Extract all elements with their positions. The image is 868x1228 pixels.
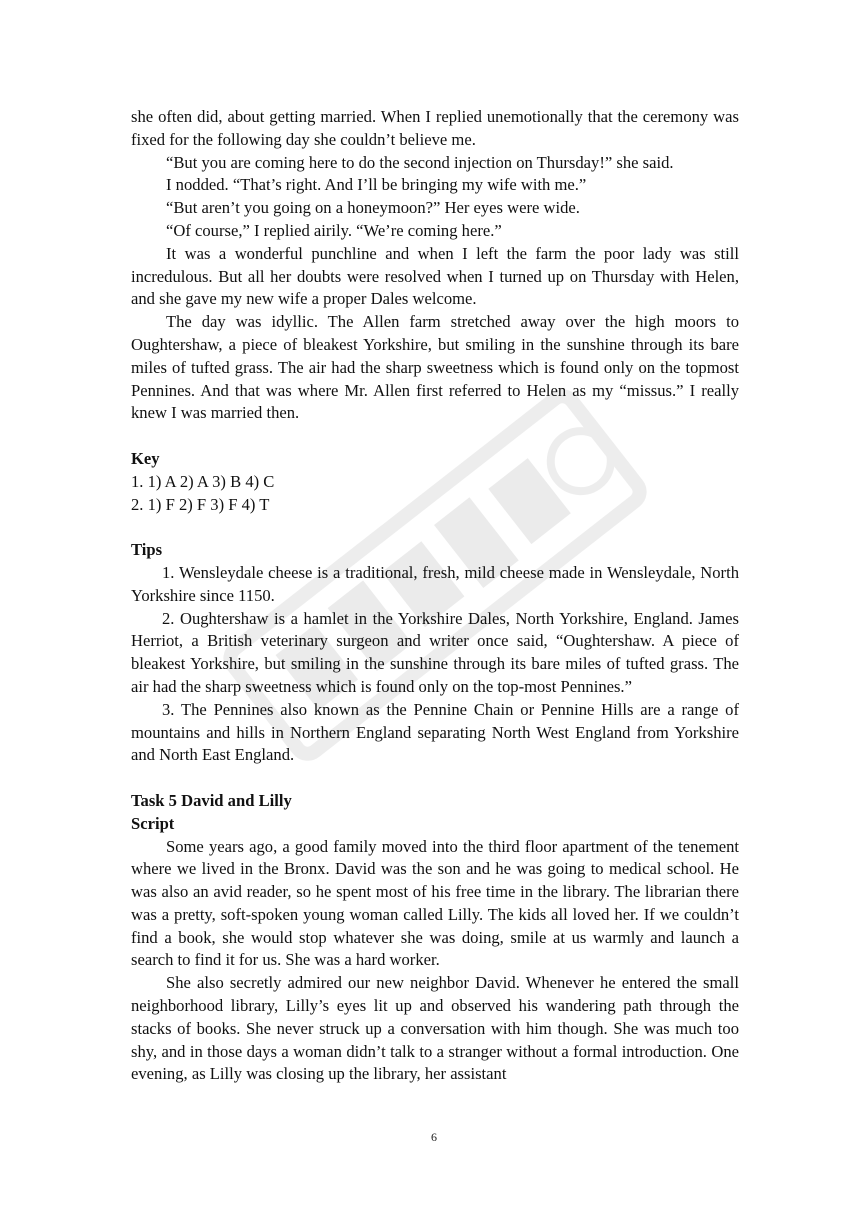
story-paragraph: she often did, about getting married. When I replied unemotionally that the ceremony was fixed for the following day she couldn’t believe me. <box>131 107 739 149</box>
key-answer-line: 2. 1) F 2) F 3) F 4) T <box>131 494 270 514</box>
script-paragraph: She also secretly admired our new neighbor David. Whenever he entered the small neighborhood library, Lilly’s eyes lit up and observed his wandering path through the stacks of books. She never struck up a conversation with him though. She was much too shy, and in those days a woman didn’t talk to a stranger without a formal introduction. One evening, as Lilly was closing up the library, her assistant <box>131 973 739 1084</box>
task-title: Task 5 David and Lilly <box>131 790 292 810</box>
story-paragraph: “Of course,” I replied airily. “We’re coming here.” <box>166 220 502 240</box>
tips-heading: Tips <box>131 540 163 560</box>
page-number: 6 <box>431 1130 437 1144</box>
tip-item: 3. The Pennines also known as the Pennine Chain or Pennine Hills are a range of mountains and hills in Northern England separating North West England from Yorkshire and North East England. <box>131 699 739 765</box>
story-paragraph: The day was idyllic. The Allen farm stretched away over the high moors to Oughtershaw, a piece of bleakest Yorkshire, but smiling in the sunshine through its bare miles of tufted grass. The air had the sharp sweetness which is found only on the topmost Pennines. And that was where Mr. Allen first referred to Helen as my “missus.” I really knew I was married then. <box>131 312 739 423</box>
story-paragraph: I nodded. “That’s right. And I’ll be bringing my wife with me.” <box>166 175 587 195</box>
story-paragraph: “But aren’t you going on a honeymoon?” Her eyes were wide. <box>166 198 580 218</box>
key-answer-line: 1. 1) A 2) A 3) B 4) C <box>131 471 275 491</box>
tip-item: 2. Oughtershaw is a hamlet in the Yorkshire Dales, North Yorkshire, England. James Herriot, a British veterinary surgeon and writer once said, “Oughtershaw. A piece of bleakest Yorkshire, but smiling in the sunshine through its bare miles of tufted grass. The air had the sharp sweetness which is found only on the top-most Pennines.” <box>131 608 739 696</box>
key-heading: Key <box>131 448 160 468</box>
script-paragraph: Some years ago, a good family moved into the third floor apartment of the tenement where we lived in the Bronx. David was the son and he was going to medical school. He was also an avid reader, so he spent most of his free time in the library. The librarian there was a pretty, soft-spoken young woman called Lilly. The kids all loved her. If we couldn’t find a book, she would stop whatever she was doing, smile at us warmly and launch a search to find it for us. She was a hard worker. <box>131 836 739 970</box>
story-paragraph: “But you are coming here to do the second injection on Thursday!” she said. <box>166 152 674 172</box>
script-heading: Script <box>131 813 175 833</box>
tip-item: 1. Wensleydale cheese is a traditional, fresh, mild cheese made in Wensleydale, North Yorkshire since 1150. <box>131 562 739 605</box>
page-content <box>131 106 739 1086</box>
story-paragraph: It was a wonderful punchline and when I left the farm the poor lady was still incredulous. But all her doubts were resolved when I turned up on Thursday with Helen, and she gave my new wife a proper Dales welcome. <box>131 243 739 309</box>
